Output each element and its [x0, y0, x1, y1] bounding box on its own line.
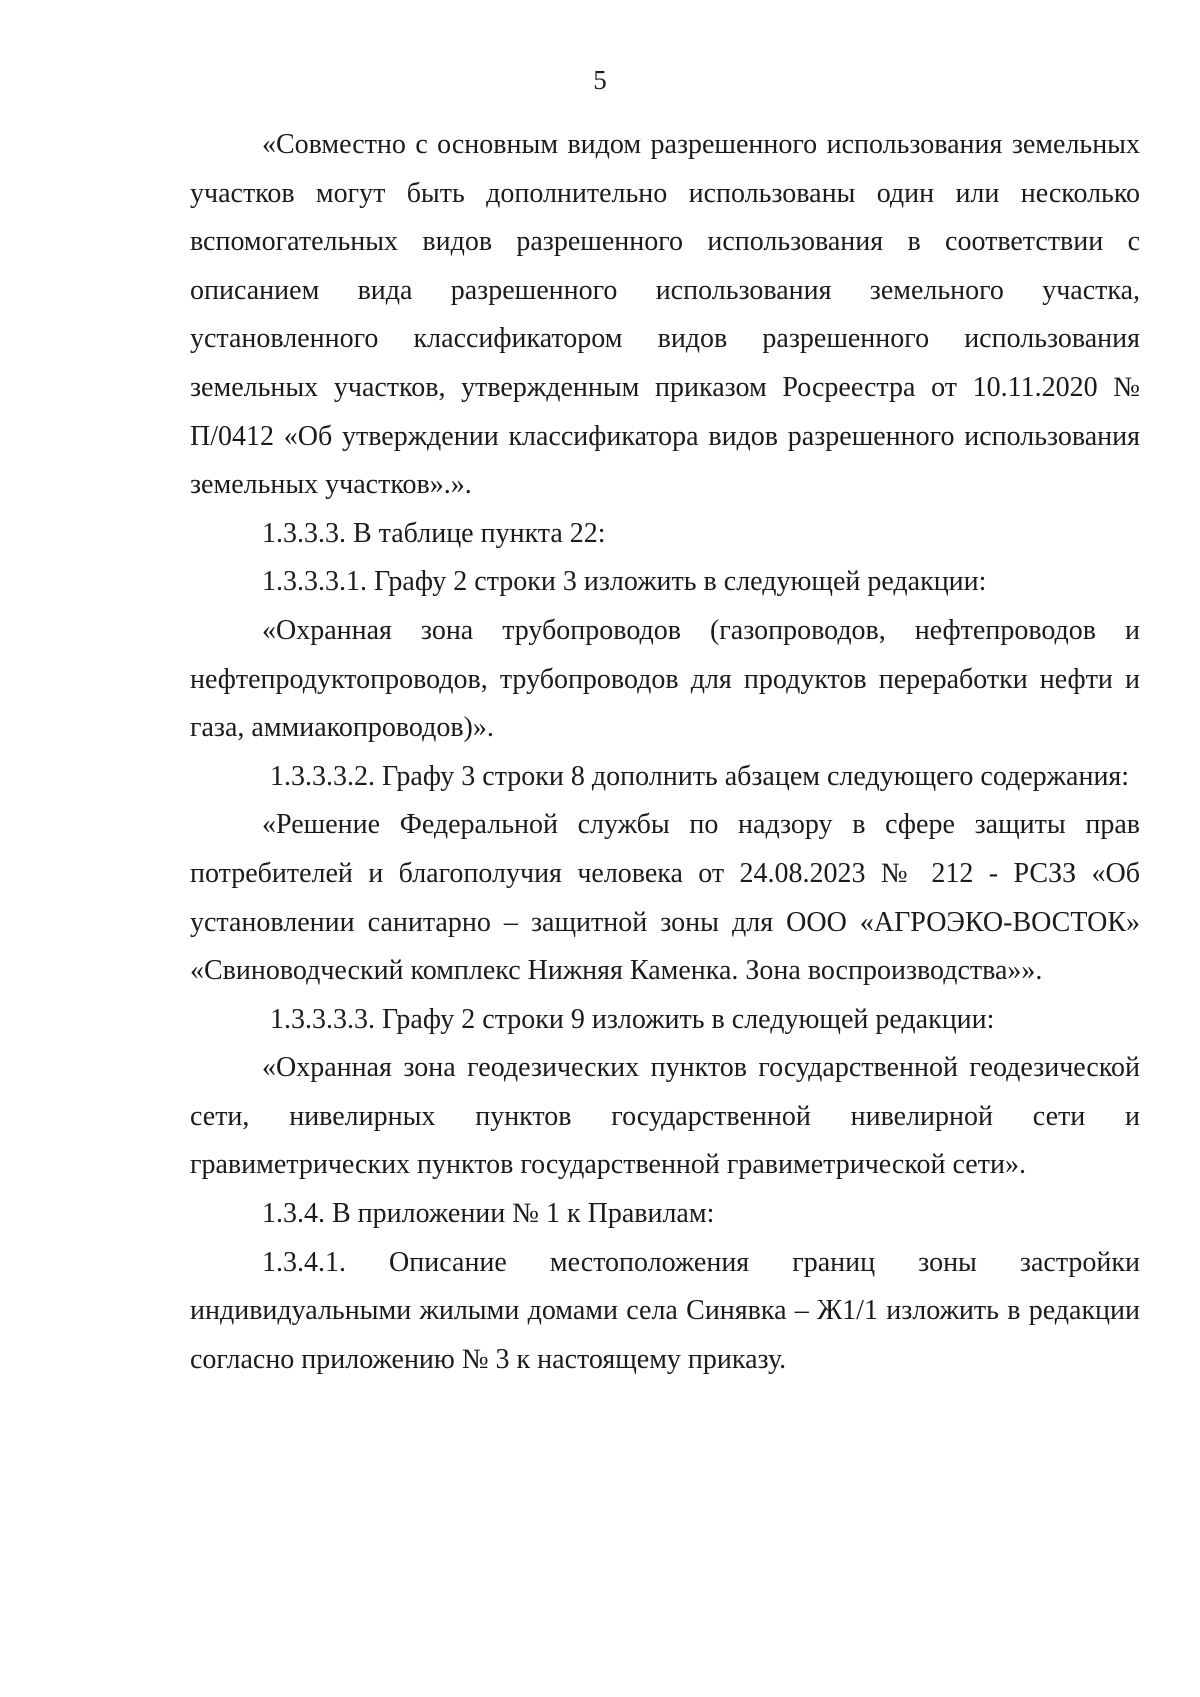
page-number: 5 — [593, 65, 607, 95]
paragraph-1-3-3-3-1: 1.3.3.3.1. Графу 2 строки 3 изложить в следующей редакции: — [262, 566, 987, 598]
paragraph-1-3-3-3: 1.3.3.3. В таблице пункта 22: — [262, 517, 606, 549]
paragraph-1-3-3-3-2: 1.3.3.3.2. Графу 3 строки 8 дополнить абзацем следующего содержания: — [270, 760, 1130, 792]
document-body — [190, 121, 1140, 1384]
paragraph-land-use-quote: «Совместно с основным видом разрешенного использования земельных участков могут быть дополнительно использованы один или несколько вспомогательных видов разрешенного использования в соответствии с описанием вида разрешенного использования земельного участка, установленного классификатором видов разрешенного использования земельных участков, утвержденным приказом Росреестра от 10.11.2020 № П/0412 «Об утверждении классификатора видов разрешенного использования земельных участков».». — [190, 129, 1140, 501]
paragraph-1-3-4: 1.3.4. В приложении № 1 к Правилам: — [262, 1198, 715, 1230]
paragraph-geodetic-zone-quote: «Охранная зона геодезических пунктов государственной геодезической сети, нивелирных пунктов государственной нивелирной сети и гравиметрических пунктов государственной гравиметрической сети». — [190, 1052, 1140, 1181]
paragraph-1-3-3-3-3: 1.3.3.3.3. Графу 2 строки 9 изложить в следующей редакции: — [270, 1003, 995, 1035]
paragraph-1-3-4-1: 1.3.4.1. Описание местоположения границ зоны застройки индивидуальными жилыми домами села Синявка – Ж1/1 изложить в редакции согласно приложению № 3 к настоящему приказу. — [190, 1246, 1140, 1375]
paragraph-pipeline-zone-quote: «Охранная зона трубопроводов (газопроводов, нефтепроводов и нефтепродуктопроводов, трубопроводов для продуктов переработки нефти и газа, аммиакопроводов)». — [190, 614, 1140, 744]
paragraph-sanitary-zone-quote: «Решение Федеральной службы по надзору в сфере защиты прав потребителей и благополучия человека от 24.08.2023 № 212 - РСЗЗ «Об установлении санитарно – защитной зоны для ООО «АГРОЭКО-ВОСТОК» «Свиноводческий комплекс Нижняя Каменка. Зона воспроизводства»». — [190, 809, 1140, 987]
